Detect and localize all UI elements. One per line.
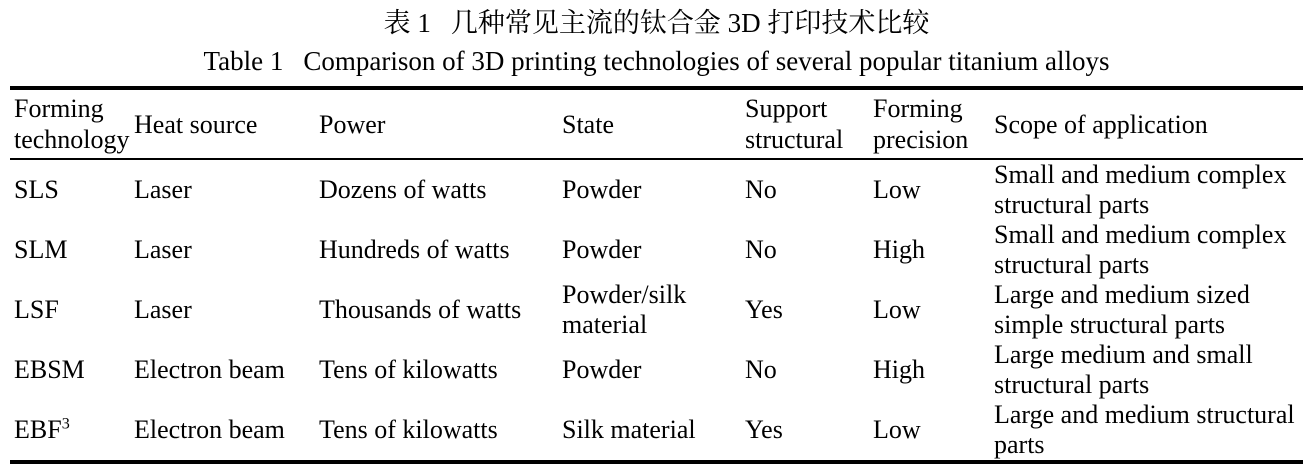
scope-line: parts	[994, 430, 1045, 459]
scope-line: simple structural parts	[994, 310, 1226, 339]
cell-heat-source: Laser	[134, 295, 192, 324]
cell-state	[562, 159, 745, 220]
table-caption-en	[0, 39, 1313, 77]
table-title-en: Comparison of 3D printing technologies of several popular titanium alloys	[303, 46, 1110, 76]
cell-state	[562, 220, 745, 280]
table-title-zh: 几种常见主流的钛合金 3D 打印技术比较	[450, 8, 930, 38]
cell-forming-technology	[10, 220, 134, 280]
table-row-lsf	[10, 280, 1303, 340]
scope-line: Small and medium complex	[994, 160, 1287, 189]
cell-heat-source: Laser	[134, 235, 192, 264]
header-line: Forming	[873, 94, 963, 123]
cell-heat-source: Laser	[134, 175, 192, 204]
cell-forming-technology	[10, 400, 134, 462]
scope-line: Large medium and small	[994, 340, 1253, 369]
state-line: Powder	[562, 175, 642, 204]
cell-forming-precision: Low	[873, 415, 921, 444]
header-line: Support	[745, 94, 828, 123]
col-header-forming-precision	[873, 88, 994, 159]
tech-name: EBF	[14, 415, 62, 444]
cell-power: Tens of kilowatts	[319, 355, 498, 384]
cell-power: Thousands of watts	[319, 295, 522, 324]
col-header-support-structural	[745, 88, 873, 159]
cell-power: Hundreds of watts	[319, 235, 510, 264]
table-row-slm	[10, 220, 1303, 280]
tech-name: LSF	[14, 295, 59, 324]
cell-forming-precision: Low	[873, 175, 921, 204]
cell-forming-precision: Low	[873, 295, 921, 324]
tech-superscript: 3	[61, 415, 70, 433]
col-header-heat-source	[134, 88, 319, 159]
tech-name: SLS	[14, 175, 59, 204]
cell-forming-technology	[10, 159, 134, 220]
col-header-state	[562, 88, 745, 159]
header-line: Scope of application	[994, 109, 1208, 139]
scope-line: Large and medium sized	[994, 280, 1250, 309]
cell-scope-of-application	[994, 159, 1303, 220]
header-line: Heat source	[134, 109, 258, 139]
header-line: technology	[14, 125, 130, 154]
table-number-en: Table 1	[203, 46, 284, 76]
cell-power: Dozens of watts	[319, 175, 487, 204]
scope-line: Small and medium complex	[994, 220, 1287, 249]
cell-support-structural: No	[745, 175, 777, 204]
header-line: precision	[873, 125, 969, 154]
scope-line: Large and medium structural	[994, 400, 1295, 429]
scope-line: structural parts	[994, 250, 1150, 279]
header-line: Power	[319, 109, 386, 139]
cell-scope-of-application	[994, 340, 1303, 400]
cell-state	[562, 400, 745, 462]
cell-state	[562, 340, 745, 400]
cell-state	[562, 280, 745, 340]
state-line: Powder	[562, 235, 642, 264]
cell-forming-technology	[10, 280, 134, 340]
header-line: structural	[745, 125, 844, 154]
scope-line: structural parts	[994, 370, 1150, 399]
table-row-sls	[10, 159, 1303, 220]
col-header-forming-technology	[10, 88, 134, 159]
tech-name: EBSM	[14, 355, 85, 384]
cell-scope-of-application	[994, 400, 1303, 462]
cell-scope-of-application	[994, 280, 1303, 340]
state-line: Powder/silk	[562, 280, 687, 309]
scope-line: structural parts	[994, 190, 1150, 219]
state-line: Powder	[562, 355, 642, 384]
header-line: State	[562, 109, 614, 139]
cell-forming-precision: High	[873, 235, 925, 264]
col-header-scope-of-application	[994, 88, 1303, 159]
cell-support-structural: Yes	[745, 295, 783, 324]
table-number-zh: 表 1	[383, 8, 431, 38]
table-caption-zh	[0, 0, 1313, 39]
cell-forming-precision: High	[873, 355, 925, 384]
cell-heat-source: Electron beam	[134, 415, 285, 444]
table-row-ebf3	[10, 400, 1303, 462]
tech-name: SLM	[14, 235, 68, 264]
table-row-ebsm	[10, 340, 1303, 400]
comparison-table	[10, 86, 1303, 464]
state-line: Silk material	[562, 415, 696, 444]
cell-scope-of-application	[994, 220, 1303, 280]
col-header-power	[319, 88, 562, 159]
state-line: material	[562, 310, 648, 339]
cell-support-structural: Yes	[745, 415, 783, 444]
cell-heat-source: Electron beam	[134, 355, 285, 384]
header-row	[10, 88, 1303, 159]
header-line: Forming	[14, 94, 104, 123]
cell-support-structural: No	[745, 355, 777, 384]
cell-power: Tens of kilowatts	[319, 415, 498, 444]
cell-forming-technology	[10, 340, 134, 400]
cell-support-structural: No	[745, 235, 777, 264]
